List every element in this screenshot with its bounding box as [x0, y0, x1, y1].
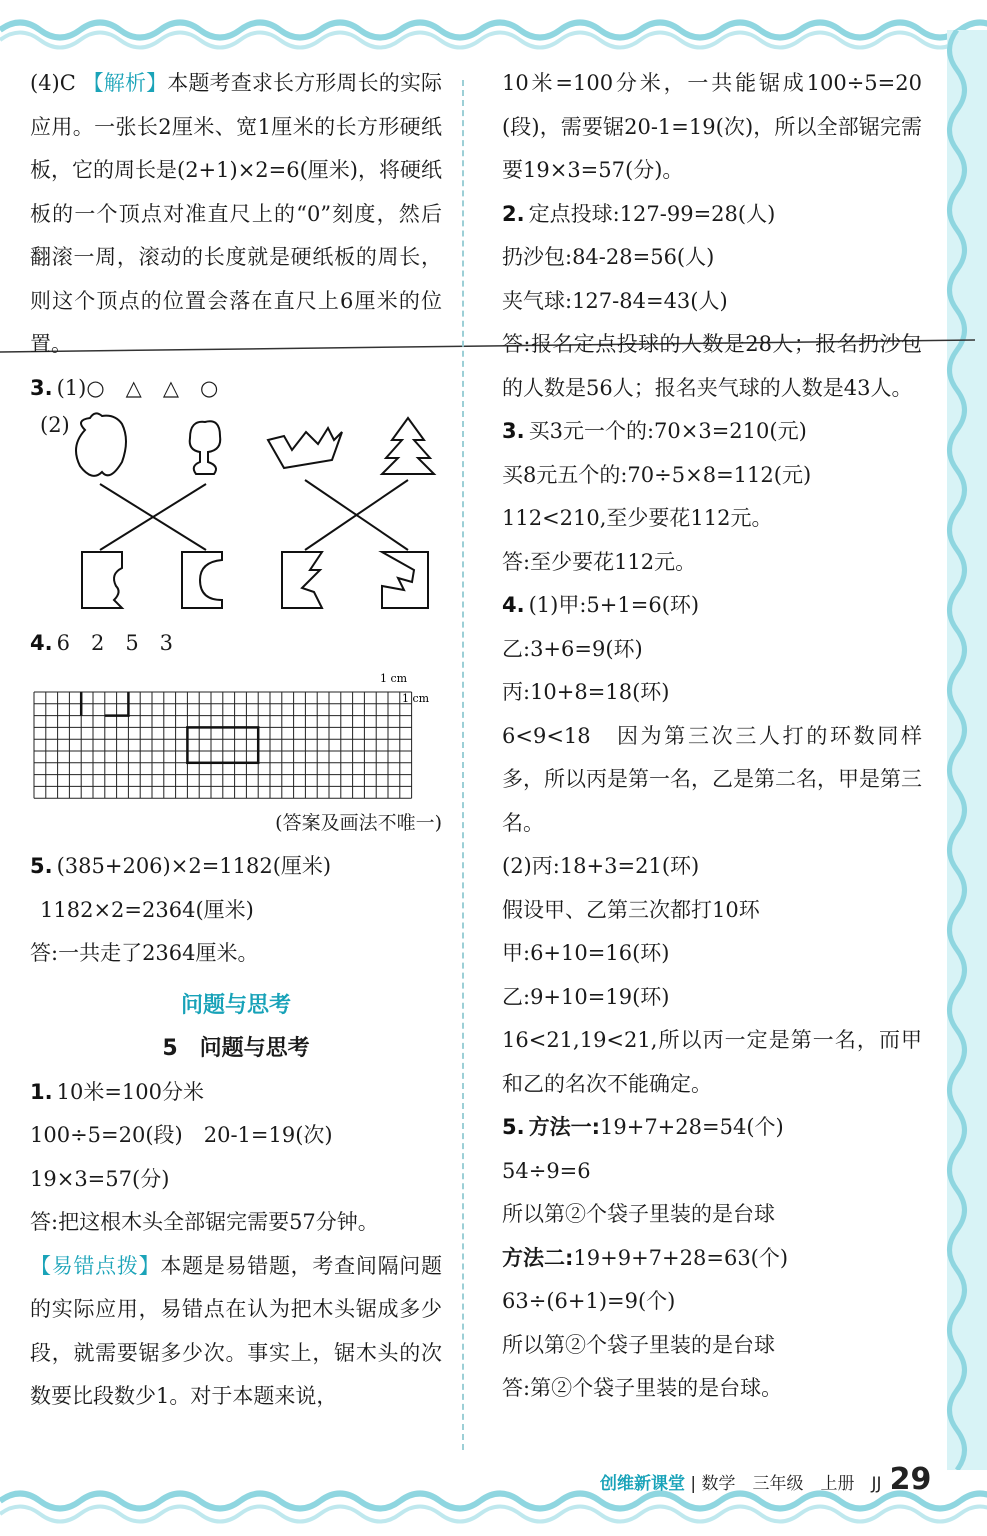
- tree-icon: [382, 418, 434, 474]
- footer-brand: 创维新课堂: [600, 1474, 685, 1494]
- crown-icon: [268, 428, 342, 468]
- p4-line7: 甲:6+10=16(环): [502, 941, 670, 965]
- p5-m2-line1: 方法二:19+9+7+28=63(个): [502, 1245, 789, 1270]
- p1-line1: 1. 10米=100分米: [30, 1079, 204, 1104]
- p5-m1-line2: 54÷9=6: [502, 1158, 591, 1183]
- q5-line2: 1182×2=2364(厘米): [40, 897, 254, 922]
- mushroom-icon: [190, 421, 221, 474]
- section-title: 5 问题与思考: [162, 1036, 310, 1061]
- p3-line2: 买8元五个的:70÷5×8=112(元): [502, 462, 812, 487]
- column-divider: [462, 80, 464, 1450]
- unit-label-horizontal: 1 cm: [380, 671, 408, 685]
- p2-line3: 夹气球:127-84=43(人): [502, 288, 728, 313]
- p1-line3: 19×3=57(分): [30, 1166, 170, 1191]
- cutout-mushroom: [182, 552, 222, 608]
- p3-line4: 答:至少要花112元。: [502, 549, 697, 574]
- p1-tip: 【易错点拨】本题是易错题，考查间隔问题的实际应用，易错点在认为把木头锯成多少段，就需要锯多少次。事实上，锯木头的次数要比段数少1。对于本题来说，: [30, 1253, 443, 1408]
- p4-line9: 16<21,19<21,所以丙一定是第一名，而甲和乙的名次不能确定。: [502, 1028, 922, 1096]
- left-column: [30, 62, 442, 1419]
- p4-line4: 6<9<18 因为第三次三人打的环数同样多，所以丙是第一名，乙是第二名，甲是第三名。: [502, 723, 922, 835]
- cutout-crown: [382, 552, 428, 608]
- p4-line1: 4. (1)甲:5+1=6(环): [502, 593, 700, 617]
- cutout-tree: [282, 552, 322, 608]
- right-wave-border: [927, 30, 987, 1470]
- p1-continued: 10米=100分米，一共能锯成100÷5=20(段)，需要锯20-1=19(次)，所以全部锯完需要19×3=57(分)。: [502, 71, 922, 182]
- top-wave-border: [0, 0, 987, 50]
- analysis-tag: 【解析】: [82, 71, 168, 95]
- p5-answer: 答:第②个袋子里装的是台球。: [502, 1376, 783, 1400]
- p3-line3: 112<210,至少要花112元。: [502, 506, 773, 530]
- p2-line1: 2. 定点投球:127-99=28(人): [502, 201, 776, 226]
- tip-tag: 【易错点拨】: [30, 1253, 161, 1278]
- unit-label-vertical: 1 cm: [402, 691, 430, 705]
- p5-m1-line1: 5. 方法一:19+7+28=54(个): [502, 1115, 784, 1139]
- p4-line2: 乙:3+6=9(环): [502, 636, 643, 661]
- q5-line3: 答:一共走了2364厘米。: [30, 941, 259, 965]
- q3-part1: 3. (1)○ △ △ ○: [30, 375, 219, 400]
- p3-line1: 3. 买3元一个的:70×3=210(元): [502, 419, 807, 443]
- footer-info: 数学 三年级 上册 JJ: [701, 1474, 882, 1494]
- q5-line1: 5. (385+206)×2=1182(厘米): [30, 854, 332, 878]
- p2-line2: 扔沙包:84-28=56(人): [502, 245, 715, 269]
- q4-note: (答案及画法不唯一): [275, 811, 442, 834]
- page-number: 29: [889, 1462, 932, 1497]
- p4-line8: 乙:9+10=19(环): [502, 984, 670, 1009]
- p2-line4: 答:报名定点投球的人数是28人；报名扔沙包的人数是56人；报名夹气球的人数是43人。: [502, 332, 922, 400]
- q3-part2: (2): [30, 410, 442, 610]
- p5-m2-line3: 所以第②个袋子里装的是台球: [502, 1332, 775, 1357]
- section-tag: 问题与思考: [180, 992, 291, 1018]
- cutout-apple: [82, 552, 122, 608]
- matching-diagram: [30, 410, 442, 610]
- q4-grid-wrap: [30, 672, 442, 802]
- p1-line4: 答:把这根木头全部锯完需要57分钟。: [30, 1210, 379, 1234]
- p5-m1-line3: 所以第②个袋子里装的是台球: [502, 1202, 775, 1226]
- p4-line3: 丙:10+8=18(环): [502, 680, 670, 704]
- q2-4-answer: (4)C 【解析】本题考查求长方形周长的实际应用。一张长2厘米、宽1厘米的长方形硬纸板，它的周长是(2+1)×2=6(厘米)，将硬纸板的一个顶点对准直尺上的“0”刻度，然后翻滚一周，滚动的长度就是硬纸板的周长，则这个顶点的位置会落在直尺上6厘米的位置。: [30, 71, 443, 356]
- q4-answer: 4. 6 2 5 3: [30, 631, 174, 655]
- p1-line2: 100÷5=20(段) 20-1=19(次): [30, 1123, 333, 1147]
- p4-line6: 假设甲、乙第三次都打10环: [502, 897, 760, 922]
- grid-drawing: [30, 672, 442, 802]
- p4-line5: (2)丙:18+3=21(环): [502, 854, 700, 878]
- apple-icon: [76, 413, 126, 475]
- right-column: [502, 62, 922, 1411]
- p5-m2-line2: 63÷(6+1)=9(个): [502, 1289, 676, 1313]
- page-footer: 创维新课堂 | 数学 三年级 上册 JJ 29: [600, 1462, 932, 1497]
